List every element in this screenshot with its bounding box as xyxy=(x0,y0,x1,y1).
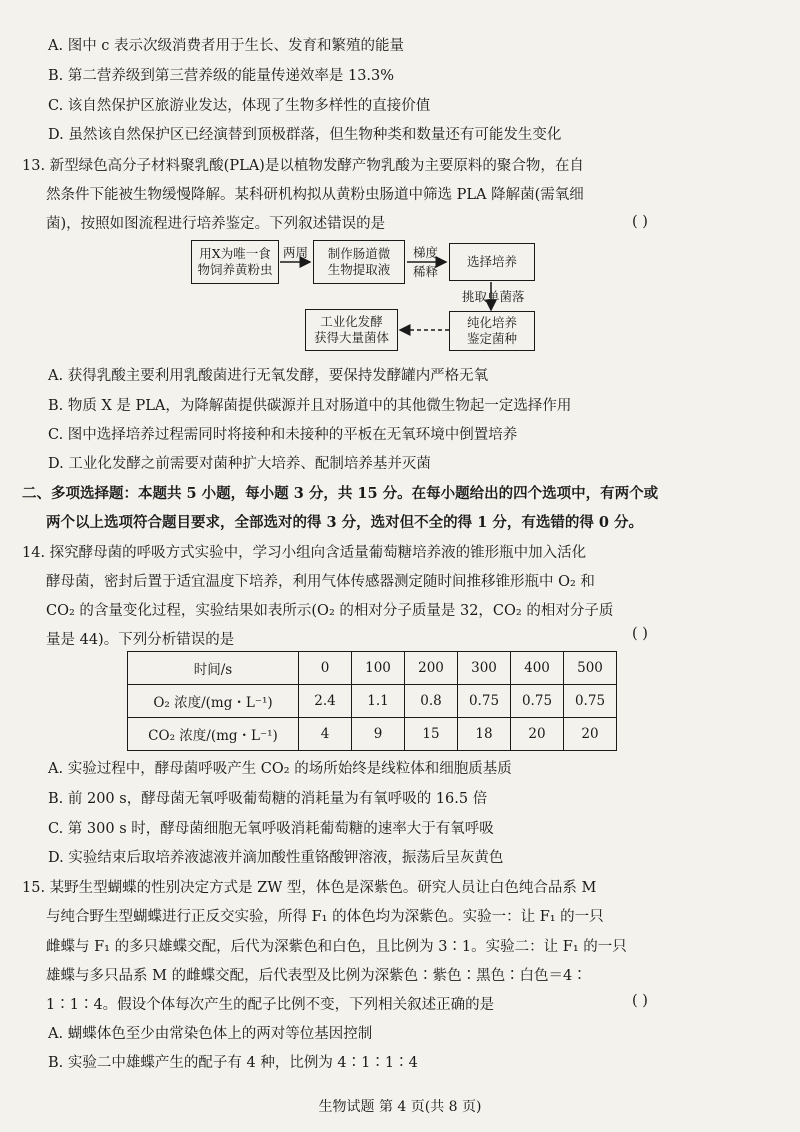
table-cell: 2.4 xyxy=(299,685,352,718)
q15-option-b: B. 实验二中雄蝶产生的配子有 4 种，比例为 4∶1∶1∶4 xyxy=(48,1055,418,1071)
table-row xyxy=(128,685,617,718)
table-cell: 0.75 xyxy=(458,685,511,718)
prev-option-b: B. 第二营养级到第三营养级的能量传递效率是 13.3% xyxy=(48,68,395,84)
flow-box-fermentation xyxy=(305,309,398,351)
table-cell: 4 xyxy=(299,718,352,751)
q14-answer-bracket: ( ) xyxy=(632,626,648,642)
table-header-cell: 100 xyxy=(352,652,405,685)
section2-heading-line1: 二、多项选择题：本题共 5 小题，每小题 3 分，共 15 分。在每小题给出的四个选项中，有两个或 xyxy=(22,485,659,502)
table-cell: CO₂ 浓度/(mg・L⁻¹) xyxy=(128,718,299,751)
q14-option-c: C. 第 300 s 时，酵母菌细胞无氧呼吸消耗葡萄糖的速率大于有氧呼吸 xyxy=(48,821,494,837)
prev-option-c: C. 该自然保护区旅游业发达，体现了生物多样性的直接价值 xyxy=(48,98,431,114)
q13-option-a: A. 获得乳酸主要利用乳酸菌进行无氧发酵，要保持发酵罐内严格无氧 xyxy=(48,368,489,384)
q15-stem-line4: 雄蝶与多只品系 M 的雌蝶交配，后代表型及比例为深紫色∶紫色∶黑色∶白色＝4∶ xyxy=(46,968,587,984)
page-footer: 生物试题 第 4 页(共 8 页) xyxy=(318,1099,482,1115)
table-header-cell: 300 xyxy=(458,652,511,685)
q13-stem-line1: 13. 新型绿色高分子材料聚乳酸(PLA)是以植物发酵产物乳酸为主要原料的聚合物，在自 xyxy=(22,158,584,174)
q15-stem-line3: 雌蝶与 F₁ 的多只雄蝶交配，后代为深紫色和白色，且比例为 3∶1。实验二：让 F₁ 的一只 xyxy=(46,939,627,955)
flow-label-two-weeks: 两周 xyxy=(283,245,309,260)
flow-box-feed-line1: 用X为唯一食 xyxy=(199,246,271,261)
section2-heading-line2: 两个以上选项符合题目要求，全部选对的得 3 分，选对但不全的得 1 分，有选错的得 0 分。 xyxy=(46,514,644,531)
flow-box-selective-culture xyxy=(449,243,535,281)
table-cell: 1.1 xyxy=(352,685,405,718)
q13-stem-line2: 然条件下能被生物缓慢降解。某科研机构拟从黄粉虫肠道中筛选 PLA 降解菌(需氧细 xyxy=(46,187,584,203)
table-header-cell: 时间/s xyxy=(128,652,299,685)
flow-box-selective-culture-label: 选择培养 xyxy=(466,254,517,269)
q14-option-b: B. 前 200 s，酵母菌无氧呼吸葡萄糖的消耗量为有氧呼吸的 16.5 倍 xyxy=(48,791,488,807)
q13-option-d: D. 工业化发酵之前需要对菌种扩大培养、配制培养基并灭菌 xyxy=(48,456,431,472)
q15-stem-line2: 与纯合野生型蝴蝶进行正反交实验，所得 F₁ 的体色均为深紫色。实验一：让 F₁ 的一只 xyxy=(46,909,604,925)
q13-option-c: C. 图中选择培养过程需同时将接种和未接种的平板在无氧环境中倒置培养 xyxy=(48,427,518,443)
q14-option-d: D. 实验结束后取培养液滤液并滴加酸性重铬酸钾溶液，振荡后呈灰黄色 xyxy=(48,850,504,866)
table-cell: 20 xyxy=(564,718,617,751)
q14-stem-line1: 14. 探究酵母菌的呼吸方式实验中，学习小组向含适量葡萄糖培养液的锥形瓶中加入活化 xyxy=(22,545,587,561)
table-header-cell: 400 xyxy=(511,652,564,685)
q13-option-b: B. 物质 X 是 PLA，为降解菌提供碳源并且对肠道中的其他微生物起一定选择作用 xyxy=(48,398,572,414)
q14-option-a: A. 实验过程中，酵母菌呼吸产生 CO₂ 的场所始终是线粒体和细胞质基质 xyxy=(48,761,512,777)
table-header-cell: 200 xyxy=(405,652,458,685)
q15-option-a: A. 蝴蝶体色至少由常染色体上的两对等位基因控制 xyxy=(48,1026,373,1042)
flow-label-dilution-1: 梯度 xyxy=(413,245,439,260)
flow-box-feed-line2: 物饲养黄粉虫 xyxy=(197,262,273,277)
q14-data-table xyxy=(127,651,617,751)
q15-stem-line5: 1∶1∶4。假设个体每次产生的配子比例不变，下列相关叙述正确的是 xyxy=(46,997,495,1013)
flow-box-feed xyxy=(191,240,279,284)
prev-option-a: A. 图中 c 表示次级消费者用于生长、发育和繁殖的能量 xyxy=(48,38,405,54)
table-cell: 15 xyxy=(405,718,458,751)
flow-box-purify-line2: 鉴定菌种 xyxy=(466,331,517,346)
table-cell: O₂ 浓度/(mg・L⁻¹) xyxy=(128,685,299,718)
table-cell: 20 xyxy=(511,718,564,751)
flow-box-extract-line1: 制作肠道微 xyxy=(327,246,391,261)
q14-stem-line2: 酵母菌，密封后置于适宜温度下培养，利用气体传感器测定随时间推移锥形瓶中 O₂ 和 xyxy=(46,574,595,590)
flow-box-extract xyxy=(313,240,405,284)
flow-box-fermentation-line2: 获得大量菌体 xyxy=(313,330,389,345)
flow-box-extract-line2: 生物提取液 xyxy=(327,262,391,277)
q15-stem-line1: 15. 某野生型蝴蝶的性别决定方式是 ZW 型，体色是深紫色。研究人员让白色纯合品系 M xyxy=(22,880,597,896)
table-header-row xyxy=(128,652,617,685)
prev-option-d: D. 虽然该自然保护区已经演替到顶极群落，但生物种类和数量还有可能发生变化 xyxy=(48,127,562,143)
q15-answer-bracket: ( ) xyxy=(632,993,648,1009)
table-cell: 0.75 xyxy=(564,685,617,718)
q13-answer-bracket: ( ) xyxy=(632,214,648,230)
table-cell: 0.75 xyxy=(511,685,564,718)
q14-stem-line3: CO₂ 的含量变化过程，实验结果如表所示(O₂ 的相对分子质量是 32，CO₂ 的相对分子质 xyxy=(46,603,614,619)
q13-stem-line3: 菌)，按照如图流程进行培养鉴定。下列叙述错误的是 xyxy=(46,216,386,232)
flow-box-fermentation-line1: 工业化发酵 xyxy=(320,314,383,329)
flow-box-purify xyxy=(449,311,535,351)
table-header-cell: 0 xyxy=(299,652,352,685)
flow-label-dilution-2: 稀释 xyxy=(413,264,439,279)
flow-label-pick-colony: 挑取单菌落 xyxy=(462,289,525,304)
q14-stem-line4: 量是 44)。下列分析错误的是 xyxy=(46,632,235,648)
table-cell: 0.8 xyxy=(405,685,458,718)
table-header-cell: 500 xyxy=(564,652,617,685)
table-cell: 9 xyxy=(352,718,405,751)
table-cell: 18 xyxy=(458,718,511,751)
flow-box-purify-line1: 纯化培养 xyxy=(466,315,517,330)
table-row xyxy=(128,718,617,751)
